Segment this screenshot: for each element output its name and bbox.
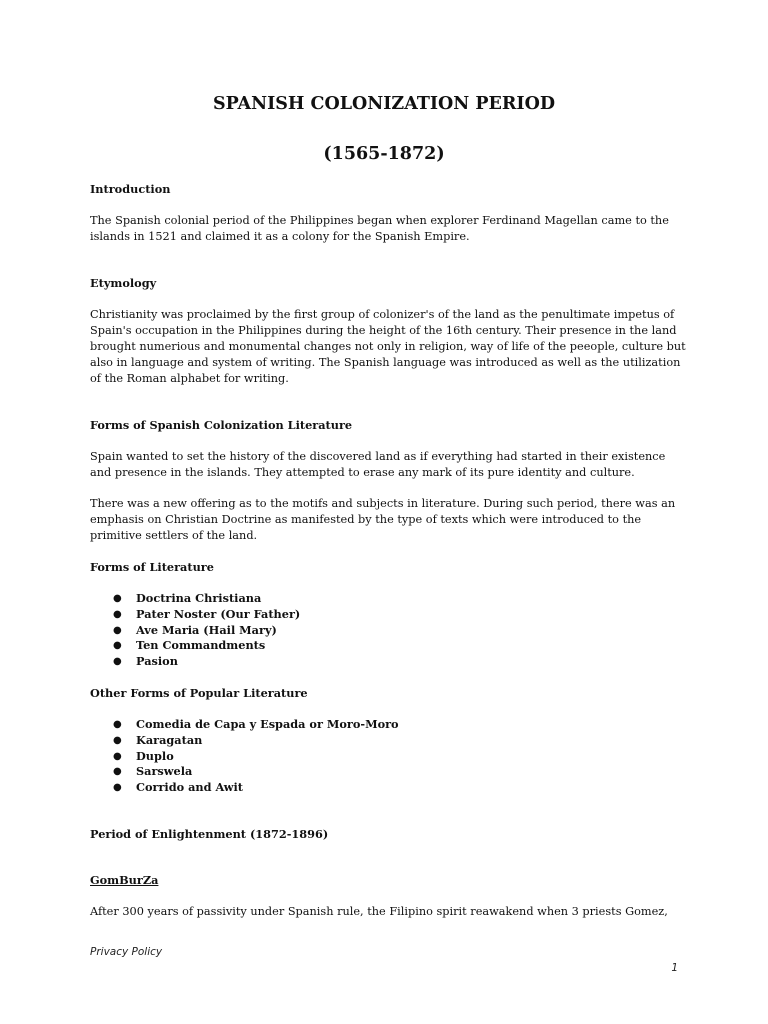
list-item: ● Corrido and Awit	[113, 780, 243, 795]
list-item: ● Comedia de Capa y Espada or Moro-Moro	[113, 716, 399, 731]
document-title: SPANISH COLONIZATION PERIOD	[212, 94, 556, 114]
list-item: ● Pasion	[113, 654, 178, 669]
bullet-icon: ●	[113, 640, 122, 652]
bullet-icon: ●	[113, 766, 122, 778]
list-item: ● Sarswela	[113, 764, 193, 779]
forms-spanish-paragraph-1: Spain wanted to set the history of the discovered land as if everything had started in their existence and presence in the islands. They attempted to erase any mark of its pure identity and culture.	[90, 450, 666, 479]
intro-heading: Introduction	[90, 182, 171, 196]
enlightenment-heading: Period of Enlightenment (1872-1896)	[90, 826, 329, 841]
list-item: ● Doctrina Christiana	[113, 591, 262, 605]
bullet-icon: ●	[113, 608, 122, 620]
bullet-icon: ●	[113, 782, 122, 794]
bullet-icon: ●	[113, 734, 122, 746]
page-number: 1	[671, 962, 678, 974]
forms-spanish-heading: Forms of Spanish Colonization Literature	[90, 418, 353, 432]
etymology-heading: Etymology	[90, 276, 157, 290]
list-item: ● Duplo	[113, 748, 174, 763]
bullet-icon: ●	[113, 593, 122, 604]
list-item: ● Ave Maria (Hail Mary)	[113, 622, 277, 637]
forms-literature-heading: Forms of Literature	[90, 560, 214, 574]
forms-literature-list	[90, 591, 690, 670]
list-item: ● Ten Commandments	[113, 638, 266, 653]
gomburza-heading: GomBurZa	[90, 872, 159, 887]
other-forms-heading: Other Forms of Popular Literature	[90, 685, 308, 700]
document-body	[90, 181, 690, 920]
etymology-text: Christianity was proclaimed by the first group of colonizer's of the land as the penultimate impetus of Spain's occupation in the Philippines during the height of the 16th century. Their presence in the land brought numerious and monumental changes not only in religion, way of life of the peeople, culture but also in language and system of writing. The Spanish language was introduced as well as the utilization of the Roman alphabet for writing.	[90, 308, 686, 385]
list-item: ● Karagatan	[113, 732, 203, 747]
privacy-policy-link[interactable]: Privacy Policy	[90, 946, 163, 958]
document-subtitle: (1565-1872)	[323, 144, 445, 164]
bullet-icon: ●	[113, 718, 122, 730]
forms-spanish-paragraph-2: There was a new offering as to the motifs and subjects in literature. During such period, there was an emphasis on Christian Doctrine as manifested by the type of texts which were introduced to the primitive settlers of the land.	[90, 497, 676, 542]
gomburza-text: After 300 years of passivity under Spanish rule, the Filipino spirit reawakend when 3 priests Gomez,	[90, 904, 668, 918]
intro-text: The Spanish colonial period of the Philippines began when explorer Ferdinand Magellan came to the islands in 1521 and claimed it as a colony for the Spanish Empire.	[90, 214, 669, 243]
bullet-icon: ●	[113, 656, 122, 668]
bullet-icon: ●	[113, 624, 122, 636]
bullet-icon: ●	[113, 750, 122, 762]
list-item: ● Pater Noster (Our Father)	[113, 606, 301, 621]
other-forms-list	[90, 717, 690, 796]
